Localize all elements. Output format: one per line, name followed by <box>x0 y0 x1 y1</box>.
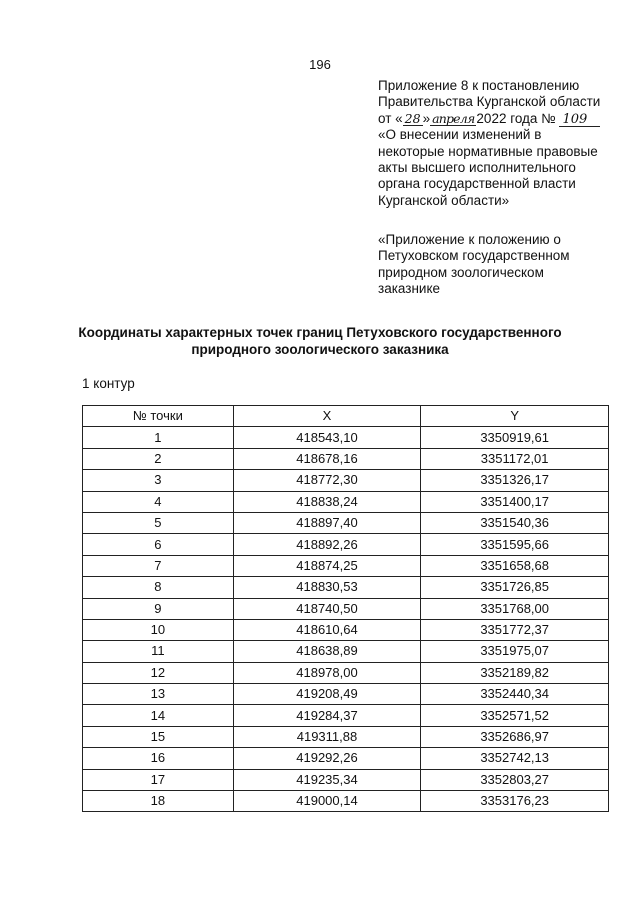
table-row <box>83 748 609 769</box>
cell-y: 3351326,17 <box>421 470 609 491</box>
document-title <box>0 324 640 358</box>
appendix-line-2: Правительства Курганской области <box>378 94 601 110</box>
table-row <box>83 427 609 448</box>
supplement-line-3: природном зоологическом <box>378 264 544 280</box>
cell-x: 419208,49 <box>233 684 421 705</box>
cell-y: 3352742,13 <box>421 748 609 769</box>
cell-y: 3351172,01 <box>421 448 609 469</box>
cell-point-number: 7 <box>83 555 234 576</box>
cell-x: 418838,24 <box>233 491 421 512</box>
cell-point-number: 8 <box>83 577 234 598</box>
supplement-line-2: Петуховском государственном <box>378 248 570 264</box>
appendix-line-8: Курганской области» <box>378 192 510 208</box>
cell-y: 3351726,85 <box>421 577 609 598</box>
cell-y: 3351772,37 <box>421 619 609 640</box>
cell-x: 419292,26 <box>233 748 421 769</box>
cell-y: 3351540,36 <box>421 512 609 533</box>
cell-point-number: 17 <box>83 769 234 790</box>
table-row <box>83 726 609 747</box>
coordinates-table <box>82 405 609 812</box>
cell-point-number: 4 <box>83 491 234 512</box>
cell-x: 418772,30 <box>233 470 421 491</box>
handwritten-reg-number: 109 <box>559 114 600 127</box>
table-row <box>83 662 609 683</box>
cell-x: 418740,50 <box>233 598 421 619</box>
cell-y: 3351595,66 <box>421 534 609 555</box>
cell-x: 418638,89 <box>233 641 421 662</box>
handwritten-month: апреля <box>432 110 475 126</box>
date-mid: » <box>422 110 431 126</box>
date-year: 2022 года № <box>476 110 556 126</box>
cell-point-number: 13 <box>83 684 234 705</box>
cell-point-number: 10 <box>83 619 234 640</box>
table-row <box>83 791 609 812</box>
cell-x: 418978,00 <box>233 662 421 683</box>
appendix-line-4: «О внесении изменений в <box>378 127 542 143</box>
appendix-line-7: органа государственной власти <box>378 176 576 192</box>
table-row <box>83 641 609 662</box>
cell-y: 3353176,23 <box>421 791 609 812</box>
cell-x: 418830,53 <box>233 577 421 598</box>
table-row <box>83 470 609 491</box>
table-row <box>83 769 609 790</box>
contour-label: 1 контур <box>82 376 135 391</box>
table-row <box>83 555 609 576</box>
cell-x: 418897,40 <box>233 512 421 533</box>
table-row <box>83 577 609 598</box>
cell-point-number: 6 <box>83 534 234 555</box>
cell-y: 3351400,17 <box>421 491 609 512</box>
cell-x: 419311,88 <box>233 726 421 747</box>
cell-x: 418892,26 <box>233 534 421 555</box>
supplement-line-4: заказнике <box>378 281 441 297</box>
table-row <box>83 512 609 533</box>
cell-y: 3351658,68 <box>421 555 609 576</box>
table-row <box>83 598 609 619</box>
table-header-row <box>83 406 609 427</box>
cell-point-number: 14 <box>83 705 234 726</box>
cell-x: 418543,10 <box>233 427 421 448</box>
document-title-line-2: природного зоологического заказника <box>191 342 449 357</box>
cell-y: 3352571,52 <box>421 705 609 726</box>
cell-point-number: 12 <box>83 662 234 683</box>
cell-x: 418874,25 <box>233 555 421 576</box>
handwritten-day: 28 <box>404 110 421 126</box>
page-number: 196 <box>309 57 331 72</box>
cell-point-number: 2 <box>83 448 234 469</box>
cell-x: 419235,34 <box>233 769 421 790</box>
appendix-line-1: Приложение 8 к постановлению <box>378 78 580 93</box>
document-title-line-1: Координаты характерных точек границ Петуховского государственного <box>78 325 562 340</box>
table-row <box>83 684 609 705</box>
cell-y: 3352803,27 <box>421 769 609 790</box>
date-prefix: от « <box>378 110 403 126</box>
cell-point-number: 15 <box>83 726 234 747</box>
cell-y: 3351768,00 <box>421 598 609 619</box>
appendix-line-6: акты высшего исполнительного <box>378 160 576 176</box>
table-row <box>83 705 609 726</box>
table-row <box>83 491 609 512</box>
table-row <box>83 534 609 555</box>
supplement-header <box>378 232 618 298</box>
cell-point-number: 3 <box>83 470 234 491</box>
cell-point-number: 1 <box>83 427 234 448</box>
appendix-date-line <box>378 111 628 127</box>
cell-point-number: 5 <box>83 512 234 533</box>
cell-y: 3352189,82 <box>421 662 609 683</box>
cell-x: 418678,16 <box>233 448 421 469</box>
header-point-number: № точки <box>83 406 234 427</box>
table-body <box>83 427 609 812</box>
cell-x: 419000,14 <box>233 791 421 812</box>
cell-y: 3352686,97 <box>421 726 609 747</box>
supplement-line-1: «Приложение к положению о <box>378 232 561 247</box>
cell-x: 418610,64 <box>233 619 421 640</box>
cell-y: 3351975,07 <box>421 641 609 662</box>
cell-point-number: 16 <box>83 748 234 769</box>
cell-x: 419284,37 <box>233 705 421 726</box>
cell-y: 3352440,34 <box>421 684 609 705</box>
cell-point-number: 9 <box>83 598 234 619</box>
header-y: Y <box>421 406 609 427</box>
appendix-line-5: некоторые нормативные правовые <box>378 143 598 159</box>
table-row <box>83 448 609 469</box>
header-x: X <box>233 406 421 427</box>
cell-point-number: 18 <box>83 791 234 812</box>
table-row <box>83 619 609 640</box>
cell-y: 3350919,61 <box>421 427 609 448</box>
cell-point-number: 11 <box>83 641 234 662</box>
appendix-header <box>378 78 628 209</box>
